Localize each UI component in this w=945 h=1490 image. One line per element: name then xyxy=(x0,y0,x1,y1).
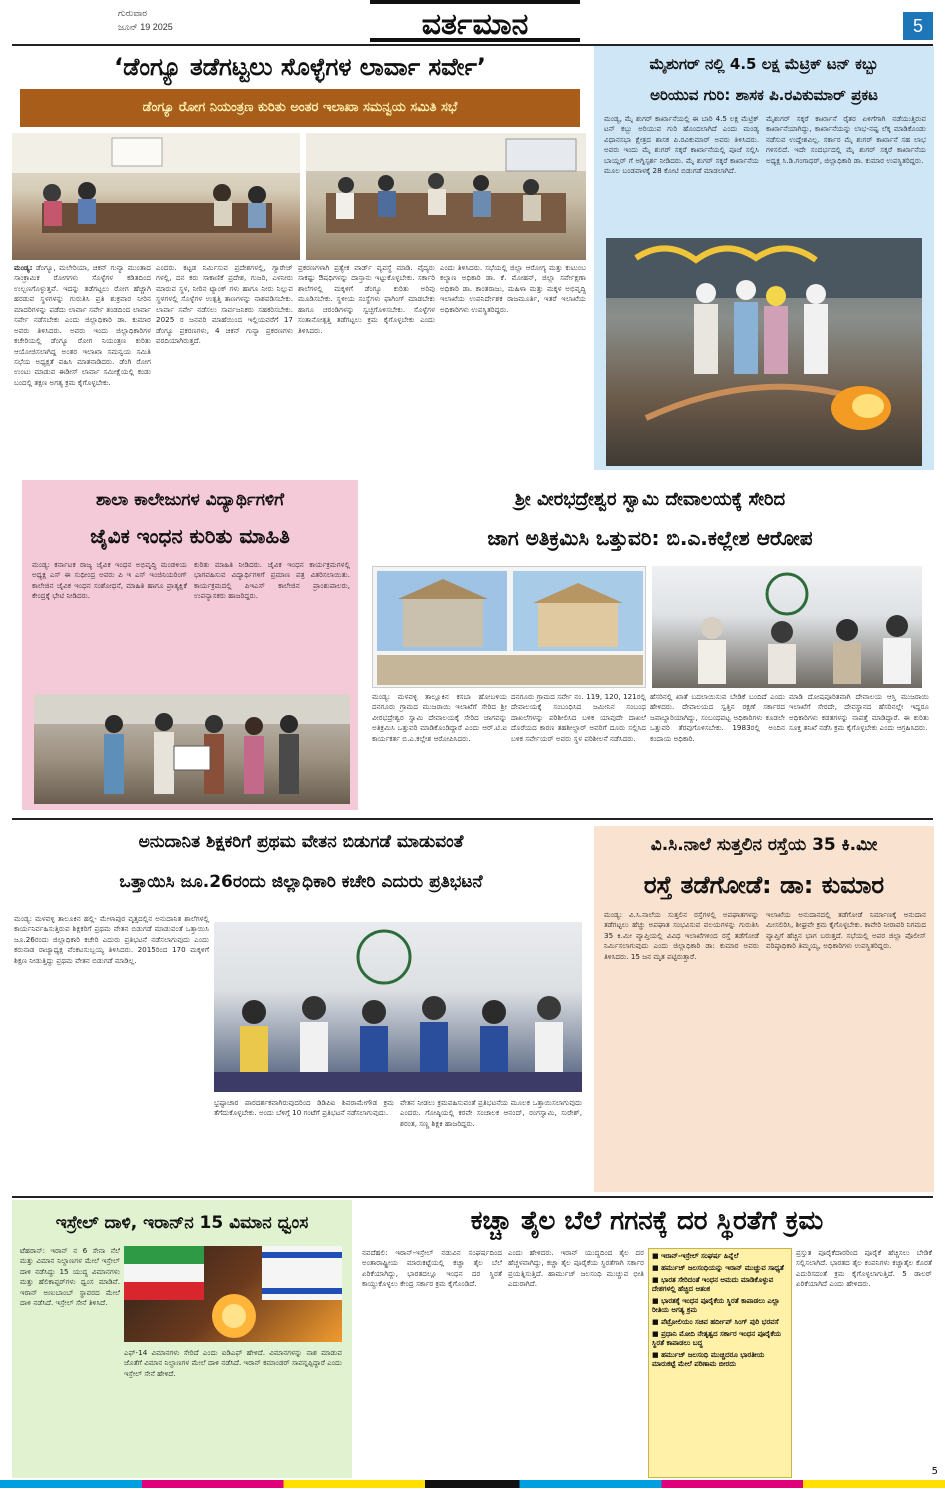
crude-bullet-text: ಪ್ರಧಾನಿ ಮೋದಿ ನೇತೃತ್ವದ ಸರ್ಕಾರ ಇಂಧನ ಪೂರೈಕೆಯ ಸ್ಥಿರತೆ ಕಾಪಾಡಲು ಬದ್ಧ xyxy=(652,1330,782,1347)
crude-bullet-text: ಇರಾನ್-ಇಸ್ರೇಲ್ ಸಂಘರ್ಷ ಹಿನ್ನೆಲೆ xyxy=(661,1252,739,1260)
sugar-col-1: ಮಂಡ್ಯ, ಮೈ ಶುಗರ್ ಕಾರ್ಖಾನೆಯಲ್ಲಿ ಈ ಬಾರಿ 4.5 ಲಕ್ಷ ಮೆಟ್ರಿಕ್ ಟನ್ ಕಬ್ಬು ಅರಿಯುವ ಗುರಿ ಹೊಂದಲಾಗಿದೆ ಎಂದು ಮಂಡ್ಯ ವಿಧಾನಸಭಾ ಕ್ಷೇತ್ರದ ಶಾಸಕ ಪಿ.ರವಿಕುಮಾರ್ ಅವರು ತಿಳಿಸಿದರು. ಅವರು ಇಂದು ಮೈ ಶುಗರ್ ಸಕ್ಕರೆ ಕಾರ್ಖಾನೆಯಲ್ಲಿ ಪೂಜೆ ಸಲ್ಲಿಸಿ ಬಾಯ್ಲರ್ ಗೆ ಅಗ್ನಿಸ್ಪರ್ಶ ನೀಡಿದರು. ಮೈ ಶುಗರ್ ಸಕ್ಕರೆ ಕಾರ್ಖಾನೆಯ ಮೂಲ ಬಂಡವಾಳಕ್ಕೆ 28 ಕೋಟಿ ಬಿಡುಗಡೆ ಮಾಡಲಾಗಿದೆ. xyxy=(604,114,759,176)
mid-rule-2 xyxy=(12,1196,933,1198)
issue-day: ಗುರುವಾರ xyxy=(118,8,148,18)
temple-col-1: ಮಂಡ್ಯ: ಮಳವಳ್ಳಿ ತಾಲ್ಲೂಕಿನ ಕಸಬಾ ಹೋಬಳಿಯ ದನಗೂರು ಗ್ರಾಮದ ಮುಜರಾಯಿ ಇಲಾಖೆಗೆ ಸೇರಿದ ಶ್ರೀ ವೀರಭದ್ರೇಶ್ವರ ಸ್ವಾಮಿ ದೇವಾಲಯಕ್ಕೆ ಸೇರಿದ ಜಾಗವನ್ನು ಅತಿಕ್ರಮಿಸಿ ಒತ್ತುವರಿ ಮಾಡಿಕೊಂಡಿದ್ದಾರೆ ಎಂದು ಆರ್.ಟಿ.ಐ ಕಾರ್ಯಕರ್ತ ಬಿ.ಎ.ಕಲ್ಲೇಶ ಆರೋಪಿಸಿದರು. xyxy=(372,692,507,743)
crude-bullet: ■ ಪೆಟ್ರೋಲಿಯಂ ಸಚಿವ ಹರ್ದೀಪ್ ಸಿಂಗ್ ಪುರಿ ಭರವಸೆ xyxy=(652,1318,779,1326)
mid-rule-1 xyxy=(12,818,933,820)
dengue-photo-2 xyxy=(306,133,586,260)
sugar-col-2: ಮೈಶುಗರ್ ಸಕ್ಕರೆ ಕಾರ್ಖಾನೆ ರೈತರ ಏಳಿಗೆಗಾಗಿ ನಡೆಯುತ್ತಿರುವ ಕಾರ್ಖಾನೆಯಾಗಿದ್ದು, ಕಾರ್ಖಾನೆಯನ್ನು ಲಾಭ-ನಷ್ಟ ಲೆಕ್ಕ ಮಾಡಿಕೊಂಡು ನಡೆಸುವ ಉದ್ದೇಶವಿಲ್ಲ. ಸರ್ಕಾರ ಮೈ ಶುಗರ್ ಕಾರ್ಖಾನೆ ಸಹ ಲಾಭ ಗಳಿಸಲಿದೆ. ಇದೇ ಸಂದರ್ಭದಲ್ಲಿ ಮೈ ಶುಗರ್ ಸಕ್ಕರೆ ಕಾರ್ಖಾನೆಯ ಅಧ್ಯಕ್ಷ ಸಿ.ಡಿ.ಗಂಗಾಧರ್, ಜಿಲ್ಲಾಧಿಕಾರಿ ಡಾ. ಕುಮಾರ ಉಪಸ್ಥಿತರಿದ್ದರು. xyxy=(766,114,926,165)
crude-bullet: ■ ಪ್ರಧಾನಿ ಮೋದಿ ನೇತೃತ್ವದ ಸರ್ಕಾರ ಇಂಧನ ಪೂರೈಕೆಯ ಸ್ಥಿರತೆ ಕಾಪಾಡಲು ಬದ್ಧ xyxy=(652,1330,782,1347)
school-headline-1: ಶಾಲಾ ಕಾಲೇಜುಗಳ ವಿದ್ಯಾರ್ಥಿಗಳಿಗೆ xyxy=(95,490,285,510)
crude-bullet-text: ಭಾರತ ಸೇರಿದಂತೆ ಇಂಧನ ಆಮದು ಮಾಡಿಕೊಳ್ಳುವ ದೇಶಗಳಲ್ಲಿ ಹೆಚ್ಚಿದ ಆತಂಕ xyxy=(652,1276,774,1293)
teachers-headline-2: ಒತ್ತಾಯಿಸಿ ಜೂ.26ರಂದು ಜಿಲ್ಲಾಧಿಕಾರಿ ಕಚೇರಿ ಎದುರು ಪ್ರತಿಭಟನೆ xyxy=(119,872,483,892)
crude-bullet-text: ಪೆಟ್ರೋಲಿಯಂ ಸಚಿವ ಹರ್ದೀಪ್ ಸಿಂಗ್ ಪುರಿ ಭರವಸೆ xyxy=(661,1318,779,1326)
boiler-ceremony-scene xyxy=(606,238,922,466)
paper-title: ವರ್ತಮಾನ xyxy=(370,0,580,42)
temple-headline-2: ಜಾಗ ಅತಿಕ್ರಮಿಸಿ ಒತ್ತುವರಿ: ಬಿ.ಎ.ಕಲ್ಲೇಶ ಆರೋಪ xyxy=(487,526,813,550)
israel-photo xyxy=(124,1246,342,1342)
sugar-headline-2: ಅರಿಯುವ ಗುರಿ: ಶಾಸಕ ಪಿ.ರವಿಕುಮಾರ್ ಪ್ರಕಟ xyxy=(650,86,878,104)
crude-bullet: ■ ಭಾರತಕ್ಕೆ ಇಂಧನ ಪೂರೈಕೆಯ ಸ್ಥಿರತೆ ಕಾಪಾಡಲು ಎಲ್ಲಾ ರೀತಿಯ ಅಗತ್ಯ ಕ್ರಮ xyxy=(652,1297,780,1314)
footer-color-bar xyxy=(0,1480,945,1488)
school-headline-2: ಜೈವಿಕ ಇಂಧನ ಕುರಿತು ಮಾಹಿತಿ xyxy=(90,524,290,548)
israel-box xyxy=(12,1200,352,1478)
dc-road-col-2: ಇಲಾಖೆಯ ಅನುದಾನದಲ್ಲಿ ತಡೆಗೋಡೆ ನಿರ್ಮಾಣಕ್ಕೆ ಅನುದಾನ ಮೀಸಲಿರಿಸಿ, ಶೀಘ್ರವೇ ಕ್ರಮ ಕೈಗೊಳ್ಳಬೇಕು. ಕಾವೇರಿ ನೀರಾವರಿ ನಿಗಮದ ವ್ಯಾಪ್ತಿಗೆ ಹೆಚ್ಚಿನ ಭಾಗ ಬರುತ್ತದೆ. ಸಭೆಯಲ್ಲಿ ಅಪರ ಜಿಲ್ಲಾ ಪೊಲೀಸ್ ವರಿಷ್ಠಾಧಿಕಾರಿ ತಿಮ್ಮಯ್ಯ, ಅಧಿಕಾರಿಗಳು ಉಪಸ್ಥಿತರಿದ್ದರು. xyxy=(766,910,926,951)
dengue-subhead: ಡೆಂಗ್ಯೂ ರೋಗ ನಿಯಂತ್ರಣ ಕುರಿತು ಅಂತರ ಇಲಾಖಾ ಸಮನ್ವಯ ಸಮಿತಿ ಸಭೆ xyxy=(20,89,580,127)
school-photo xyxy=(34,694,350,804)
temple-col-4: ಮಾಡಿ ದೋಷಪೂರಿತವಾಗಿ ದೇವಾಲಯ ಆಸ್ತಿ ಮುಜರಾಯಿ ಇಲಾಖೆಗೆ ಸೇರದೇ, ದೇವಸ್ಥಾನದ ಹೆಸರಿನಲ್ಲೇ ಇದ್ದರೂ ಅಧಿಕಾರಿಗಳು ಕಡತಗಳನ್ನು ನಾಪತ್ತೆ ಮಾಡಿದ್ದಾರೆ. ಈ ಕುರಿತು ಸೂಕ್ತ ತನಿಖೆ ನಡೆಸಿ ಕ್ರಮ ಕೈಗೊಳ್ಳಬೇಕು ಎಂದು ಆಗ್ರಹಿಸಿದರು. xyxy=(789,692,929,733)
dc-road-box xyxy=(594,826,934,1192)
sugar-box xyxy=(594,46,934,470)
temple-col-3: ಹೆಸರಿನಲ್ಲಿ ಖಾತೆ ಬದಲಾಯಿಸುವ ಬೇಡಿಕೆ ಬಂದಿದೆ ಎಂದು ಹೇಳಿದರು. ದೇವಾಲಯದ ಸ್ವತ್ತಿನ ರಕ್ಷಣೆ ಸರ್ಕಾರದ ಜವಾಬ್ದಾರಿಯಾಗಿದ್ದು, ಸಂಬಂಧಪಟ್ಟ ಅಧಿಕಾರಿಗಳು ಕೂಡಲೇ ಒತ್ತುವರಿ ತೆರವುಗೊಳಿಸಬೇಕು. 1983ರಲ್ಲಿ ಅಂದಿನ ಕಂದಾಯ ಅಧಿಕಾರಿ. xyxy=(650,692,785,743)
footer-page-number: 5 xyxy=(931,1466,938,1477)
dengue-headline: ‘ಡೆಂಗ್ಯೂ ತಡೆಗಟ್ಟಲು ಸೊಳ್ಳೆಗಳ ಲಾರ್ವಾ ಸರ್ವೇ’ xyxy=(113,53,486,81)
protest-press-scene xyxy=(214,922,582,1092)
temple-headline-1: ಶ್ರೀ ವೀರಭದ್ರೇಶ್ವರ ಸ್ವಾಮಿ ದೇವಾಲಯಕ್ಕೆ ಸೇರಿದ xyxy=(514,489,786,510)
israel-col-1: ಟೆಹರಾನ್: ಇರಾನ್ ನ 6 ಸೇನಾ ನೆಲೆ ಮತ್ತು ವಿಮಾನ ನಿಲ್ದಾಣಗಳ ಮೇಲೆ ಇಸ್ರೇಲ್ ದಾಳಿ ನಡೆಸಿದ್ದು 15 ಯುದ್ಧ ವಿಮಾನಗಳು ಮತ್ತು ಹೆಲಿಕಾಪ್ಟರ್‌ಗಳು ಧ್ವಂಸ ಮಾಡಿವೆ. ಇರಾನ್ ಅಣುಬಾಂಬ್ ಸ್ಥಾವರದ ಮೇಲೆ ದಾಳಿ ನಡೆಸಿದೆ. ಇಸ್ರೇಲ್ ಸೇನೆ ತಿಳಿಸಿದೆ. xyxy=(20,1246,120,1308)
crude-bullet-text: ಹರ್ಮುಜ್ ಜಲಸಂಧಿ ಮುಚ್ಚಿದರೂ ಭಾರತೀಯ ಮಾರುಕಟ್ಟೆ ಮೇಲೆ ಪರಿಣಾಮ ಬೀರದು xyxy=(652,1351,765,1368)
dengue-col-1 xyxy=(14,263,151,463)
flags-explosion-scene xyxy=(124,1246,342,1342)
crude-bullets-box xyxy=(648,1248,792,1478)
certificate-scene xyxy=(34,694,350,804)
teachers-photo xyxy=(214,922,582,1092)
teachers-headline-1: ಅನುದಾನಿತ ಶಿಕ್ಷಕರಿಗೆ ಪ್ರಥಮ ವೇತನ ಬಿಡುಗಡೆ ಮಾಡುವಂತೆ xyxy=(138,832,464,852)
dc-road-headline-2: ರಸ್ತೆ ತಡೆಗೋಡೆ: ಡಾ: ಕುಮಾರ xyxy=(643,871,885,899)
dengue-col-4: ಎಂದು ತಿಳಿಸಿದರು. ಸಭೆಯಲ್ಲಿ ಜಿಲ್ಲಾ ಆರೋಗ್ಯ ಮತ್ತು ಕುಟುಂಬ ಕಲ್ಯಾಣ ಅಧಿಕಾರಿ ಡಾ. ಕೆ. ಮೋಹನ್, ಜಿಲ್ಲಾ ಸರ್ವೇಕ್ಷಣಾ ಅಧಿಕಾರಿ ಡಾ. ಕಾಂತರಾಜು, ಮಹಿಳಾ ಮತ್ತು ಮಕ್ಕಳ ಅಭಿವೃದ್ಧಿ ಇಲಾಖೆಯ ಉಪನಿರ್ದೇಶಕ ರಾಜಮೂರ್ತಿ, ಇತರೆ ಇಲಾಖೆಯ ಅಧಿಕಾರಿಗಳು ಉಪಸ್ಥಿತರಿದ್ದರು. xyxy=(440,263,586,314)
crude-bullet-text: ಹರ್ಮುಜ್ ಜಲಸಂಧಿಯನ್ನು ಇರಾನ್ ಮುಚ್ಚುವ ಸಾಧ್ಯತೆ xyxy=(661,1264,784,1272)
temple-col-2: ದನಗೂರು ಗ್ರಾಮದ ಸರ್ವೇ ನಂ. 119, 120, 121ರಲ್ಲಿ ದೇವಾಲಯಕ್ಕೆ ಸಂಬಂಧಿಸಿದ ಜಮೀನಿನ ಸಂಬಂಧ ದಾಖಲೆಗಳನ್ನು ಪರಿಶೀಲಿಸಿದ ಬಳಿಕ ಯಾವುದೇ ದಾಖಲೆ ದೊರೆಯದ ಕಾರಣ ತಹಶೀಲ್ದಾರ್ ಅವರಿಗೆ ದೂರು ಸಲ್ಲಿಸಿದ ಬಳಿಕ ಸರ್ವೇಯರ್ ಅವರು ಸ್ಥಳ ಪರಿಶೀಲನೆ ನಡೆಸಿದರು. xyxy=(511,692,646,743)
sugar-headline-1: ಮೈಶುಗರ್ ನಲ್ಲಿ 4.5 ಲಕ್ಷ ಮೆಟ್ರಿಕ್ ಟನ್ ಕಬ್ಬು xyxy=(649,55,879,73)
dengue-col-3: ಪ್ರಕರಣಗಳಾಗಿ ಪ್ರತ್ಯೇಕ ವಾರ್ಡ್ ವ್ಯವಸ್ಥೆ ಮಾಡಿ. ವೈದ್ಯರು ಸಾಕಷ್ಟು ಔಷಧಿಗಳನ್ನು ದಾಸ್ತಾನು ಇಟ್ಟುಕೊಳ್ಳಬೇಕು. ಸರ್ಕಾರಿ ಶಾಲೆಗಳಲ್ಲಿ ಮಕ್ಕಳಿಗೆ ಡೆಂಗ್ಯೂ ಕುರಿತು ಅರಿವು ಮೂಡಿಸಬೇಕು. ಸ್ಥಳೀಯ ಸಂಸ್ಥೆಗಳು ಫಾಗಿಂಗ್ ಮಾಡಬೇಕು ಹಾಗೂ ಚರಂಡಿಗಳನ್ನು ಸ್ವಚ್ಛಗೊಳಿಸಬೇಕು. ಸೊಳ್ಳೆಗಳ ಸಂತಾನೋತ್ಪತ್ತಿ ತಡೆಗಟ್ಟಲು ಕ್ರಮ ಕೈಗೊಳ್ಳಬೇಕು ಎಂದು ತಿಳಿಸಿದರು. xyxy=(298,263,435,335)
crude-bullet-text: ಭಾರತಕ್ಕೆ ಇಂಧನ ಪೂರೈಕೆಯ ಸ್ಥಿರತೆ ಕಾಪಾಡಲು ಎಲ್ಲಾ ರೀತಿಯ ಅಗತ್ಯ ಕ್ರಮ xyxy=(652,1297,780,1314)
school-col-2: ಕುರಿತು ಮಾಹಿತಿ ನೀಡಿದರು. ಜೈವಿಕ ಇಂಧನ ಕಾರ್ಯಕ್ರಮಗಳಲ್ಲಿ ಭಾಗವಹಿಸುವ ವಿದ್ಯಾರ್ಥಿಗಳಿಗೆ ಪ್ರಮಾಣ ಪತ್ರ ವಿತರಿಸಲಾಯಿತು. ಕಾರ್ಯಕ್ರಮದಲ್ಲಿ ಪಿಇಎಸ್ ಕಾಲೇಜಿನ ಪ್ರಾಂಶುಪಾಲರು, ಉಪನ್ಯಾಸಕರು ಹಾಜರಿದ್ದರು. xyxy=(194,560,350,601)
dc-road-headline-1: ವಿ.ಸಿ.ನಾಲೆ ಸುತ್ತಲಿನ ರಸ್ತೆಯ 35 ಕಿ.ಮೀ xyxy=(650,835,878,855)
dengue-col-2: ಎಂದರು. ಕಟ್ಟಡ ನಿರ್ಮಿಸುವ ಪ್ರದೇಶಗಳಲ್ಲಿ, ಗ್ಯಾರೇಜ್ ಗಳಲ್ಲಿ, ದನ ಕರು ಸಾಕಾಣಿಕೆ ಪ್ರದೇಶ, ಗುಜರಿ, ಎಳನೀರು ಮಾರುವ ಸ್ಥಳ, ನೀರಿನ ಟ್ಯಾಂಕ್ ಗಳು ಹಾಗೂ ನೀರು ನಿಲ್ಲುವ ಸ್ಥಳಗಳಲ್ಲಿ ಸೊಳ್ಳೆಗಳ ಉತ್ಪತ್ತಿ ತಾಣಗಳನ್ನು ನಾಶಪಡಿಸಬೇಕು. ಲಾರ್ವಾ ಸರ್ವೇ ನಡೆಸಲು ಸಾರ್ವಜನಿಕರು ಸಹಕರಿಸಬೇಕು. 2025 ರ ಜನವರಿ ಮಾಹೆಯಿಂದ ಇಲ್ಲಿಯವರೆಗೆ 17 ಡೆಂಗ್ಯೂ ಪ್ರಕರಣಗಳು, 4 ಚಿಕನ್ ಗುನ್ಯಾ ಪ್ರಕರಣಗಳು ವರದಿಯಾಗಿರುತ್ತದೆ. xyxy=(156,263,293,346)
dc-road-col-1: ಮಂಡ್ಯ: ವಿ.ಸಿ.ನಾಲೆಯ ಸುತ್ತಲಿನ ರಸ್ತೆಗಳಲ್ಲಿ ಅಪಘಾತಗಳನ್ನು ತಡೆಗಟ್ಟಲು ಹೆಚ್ಚು ಅಪಘಾತ ಸಂಭವಿಸುವ ವಲಯಗಳನ್ನು ಗುರುತಿಸಿ 35 ಕಿ.ಮೀ ವ್ಯಾಪ್ತಿಯಲ್ಲಿ ವಿವಿಧ ಇಲಾಖೆಗಳಿಂದ ರಸ್ತೆ ತಡೆಗೋಡೆ ನಿರ್ಮಿಸಲಾಗುವುದು ಎಂದು ಜಿಲ್ಲಾಧಿಕಾರಿ ಡಾ: ಕುಮಾರ ಅವರು ತಿಳಿಸಿದರು. 15 ಜನ ಮೃತ ಪಟ್ಟಿರುತ್ತಾರೆ. xyxy=(604,910,759,961)
teachers-col-3: ವೇತನ ನೀಡಲು ಕ್ರಮವಹಿಸುವಂತೆ ಪ್ರತಿಭಟನೆಯ ಮೂಲಕ ಒತ್ತಾಯಿಸಲಾಗುವುದು ಎಂದರು. ಗೋಷ್ಠಿಯಲ್ಲಿ ಕರವೇ ಸಂಚಾಲಕ ಆನಂದ್, ರಂಗಸ್ವಾಮಿ, ಸುರೇಶ್, ಶರಂತ, ಸಣ್ಣ ಶಿಕ್ಷಕಿ ಹಾಜರಿದ್ದರು. xyxy=(400,1098,582,1128)
temple-photo-1 xyxy=(372,566,646,688)
crude-col-1: ನವದೆಹಲಿ: ಇರಾನ್-ಇಸ್ರೇಲ್ ನಡುವಿನ ಸಂಘರ್ಷದಿಂದ ಅಂತಾರಾಷ್ಟ್ರೀಯ ಮಾರುಕಟ್ಟೆಯಲ್ಲಿ ಕಚ್ಚಾ ತೈಲ ಬೆಲೆ ಏರಿಕೆಯಾಗಿದ್ದು, ಭಾರತದಲ್ಲೂ ಇಂಧನ ದರ ಸ್ಥಿರತೆ ಕಾಯ್ದುಕೊಳ್ಳಲು ಕೇಂದ್ರ ಸರ್ಕಾರ ಕ್ರಮ ಕೈಗೊಂಡಿದೆ. xyxy=(362,1248,502,1289)
temple-collage xyxy=(373,567,646,688)
crude-col-3: ಪ್ರಸ್ತುತ ಪೂರೈಕೆದಾರರಿಂದ ಪೂರೈಕೆ ಹೆಚ್ಚಿಸಲು ಬೇಡಿಕೆ ಸಲ್ಲಿಸಲಾಗಿದೆ. ಭಾರತದ ತೈಲ ಕಂಪನಿಗಳು ಕಚ್ಚಾತೈಲ ಕೊರತೆ ಎದುರಿಸದಂತೆ ಕ್ರಮ ಕೈಗೊಳ್ಳಲಾಗುತ್ತಿದೆ. 5 ಡಾಲರ್ ಏರಿಕೆಯಾಗಿದೆ ಎಂದು ಹೇಳಿದರು. xyxy=(796,1248,932,1289)
israel-headline: ಇಸ್ರೇಲ್ ದಾಳಿ, ಇರಾನ್‌ನ 15 ವಿಮಾನ ಧ್ವಂಸ xyxy=(55,1213,309,1233)
issue-date: ಜೂನ್ 19 2025 xyxy=(118,22,173,32)
dengue-photo-1 xyxy=(12,133,300,260)
school-box xyxy=(22,480,358,810)
sugar-photo xyxy=(606,238,922,466)
meeting-scene-2 xyxy=(306,133,586,260)
dengue-dateline: ಮಂಡ್ಯ: xyxy=(14,263,33,272)
school-col-1: ಮಂಡ್ಯ: ಕರ್ನಾಟಕ ರಾಜ್ಯ ಜೈವಿಕ ಇಂಧನ ಅಭಿವೃದ್ಧಿ ಮಂಡಳಿಯ ಅಧ್ಯಕ್ಷ ಎಸ್ ಈ ಸುಧೀಂದ್ರ ಅವರು ಪಿ ಇ ಎಸ್ ಇಂಜಿನಿಯರಿಂಗ್ ಕಾಲೇಜಿನ ಜೈವಿಕ ಇಂಧನ ಸಂಶೋಧನೆ, ಮಾಹಿತಿ ಹಾಗೂ ಪ್ರಾತ್ಯಕ್ಷಿಕೆ ಕೇಂದ್ರಕ್ಕೆ ಭೇಟಿ ನೀಡಿದರು. xyxy=(32,560,187,601)
crude-bullet: ■ ಇರಾನ್-ಇಸ್ರೇಲ್ ಸಂಘರ್ಷ ಹಿನ್ನೆಲೆ xyxy=(652,1252,739,1260)
teachers-col-1: ಮಂಡ್ಯ: ಮಳವಳ್ಳಿ ತಾಲೂಕಿನ ಹಲ್ಲಿ- ಮೇಳಾಪುರ ವೃತ್ತದಲ್ಲಿನ ಅನುದಾನಿತ ಶಾಲೆಗಳಲ್ಲಿ ಕಾರ್ಯನಿರ್ವಹಿಸುತ್ತಿರುವ ಶಿಕ್ಷಕರಿಗೆ ಪ್ರಥಮ ವೇತನ ಬಿಡುಗಡೆ ಮಾಡುವಂತೆ ಒತ್ತಾಯಿಸಿ ಜೂ.26ರಂದು ಜಿಲ್ಲಾಧಿಕಾರಿ ಕಚೇರಿ ಎದುರು ಪ್ರತಿಭಟನೆ ನಡೆಸಲಾಗುವುದು ಎಂದು ಕರುನಾಡ ರಾಜ್ಯಾಧ್ಯಕ್ಷ ವೆಂಕಟಸುಬ್ಬಯ್ಯ ತಿಳಿಸಿದರು. 2015ರಿಂದ 170 ಮಕ್ಕಳಿಗೆ ಶಿಕ್ಷಣ ನೀಡುತ್ತಿದ್ದು ಪ್ರಥಮ ವೇತನ ಬಿಡುಗಡೆ ಮಾಡಿಲ್ಲ. xyxy=(14,914,209,965)
crude-col-2: ಎಂದು ಹೇಳಿದರು. ಇರಾನ್ ಯುದ್ಧದಿಂದ ತೈಲ ದರ ಹೆಚ್ಚಳವಾಗಿದ್ದು, ಕಚ್ಚಾ ತೈಲ ಪೂರೈಕೆಯ ಸ್ಥಿರತೆಗಾಗಿ ಸರ್ಕಾರ ಪ್ರಯತ್ನಿಸುತ್ತಿದೆ. ಹಾರ್ಮುಜ್ ಜಲಸಂಧಿ ಮುಚ್ಚುವ ಭೀತಿ ಎದುರಾಗಿದೆ. xyxy=(508,1248,644,1289)
crude-bullet: ■ ಭಾರತ ಸೇರಿದಂತೆ ಇಂಧನ ಆಮದು ಮಾಡಿಕೊಳ್ಳುವ ದೇಶಗಳಲ್ಲಿ ಹೆಚ್ಚಿದ ಆತಂಕ xyxy=(652,1276,774,1293)
crude-bullet: ■ ಹರ್ಮುಜ್ ಜಲಸಂಧಿ ಮುಚ್ಚಿದರೂ ಭಾರತೀಯ ಮಾರುಕಟ್ಟೆ ಮೇಲೆ ಪರಿಣಾಮ ಬೀರದು xyxy=(652,1351,765,1368)
page-number: 5 xyxy=(903,12,933,40)
dengue-col-1-text: ಡೆಂಗ್ಯೂ, ಮಲೇರಿಯಾ, ಚಿಕನ್ ಗುನ್ಯಾ ಮುಂತಾದ ಸಾಂಕ್ರಾಮಿಕ ರೋಗಗಳು ಸೊಳ್ಳೆಗಳ ಕಡಿತದಿಂದ ಉಲ್ಬಣಗೊಳ್ಳುತ್ತವೆ. ಇದನ್ನು ತಡೆಗಟ್ಟಲು ರೋಗ ಹೆಚ್ಚಾಗಿ ಹರಡುವ ಸ್ಥಳಗಳನ್ನು ಗುರುತಿಸಿ ಪ್ರತಿ ಶುಕ್ರವಾರ ನೀರಿನ ಮಾದರಿಗಳನ್ನು ಪಡೆದು ಲಾರ್ವಾ ಸರ್ವೇ ತಂಡದಿಂದ ಲಾರ್ವಾ ಸರ್ವೇ ನಡೆಸಬೇಕು ಎಂದು ಜಿಲ್ಲಾಧಿಕಾರಿ ಡಾ. ಕುಮಾರ ಅವರು ತಿಳಿಸಿದರು. ಅವರು ಇಂದು ಜಿಲ್ಲಾಧಿಕಾರಿಗಳ ಕಚೇರಿಯಲ್ಲಿ ಡೆಂಗ್ಯೂ ರೋಗ ನಿಯಂತ್ರಣ ಕುರಿತು ಆಯೋಜಿಸಲಾಗಿದ್ದ ಅಂತರ ಇಲಾಖಾ ಸಮನ್ವಯ ಸಮಿತಿ ಸಭೆಯ ಅಧ್ಯಕ್ಷತೆ ವಹಿಸಿ ಮಾತನಾಡಿದರು. ಡೆಂಗಿ ರೋಗ ಉಂಟು ಮಾಡುವ ಈಡೀಸ್ ಲಾರ್ವಾ ಸಮೀಕ್ಷೆಯಲ್ಲಿ ಕಂಡು ಬಂದಲ್ಲಿ ತಕ್ಷಣ ಅಗತ್ಯ ಕ್ರಮ ಕೈಗೊಳ್ಳಬೇಕು. xyxy=(14,263,151,387)
masthead xyxy=(0,0,945,44)
crude-headline: ಕಚ್ಚಾ ತೈಲ ಬೆಲೆ ಗಗನಕ್ಕೆ ದರ ಸ್ಥಿರತೆಗೆ ಕ್ರಮ xyxy=(470,1206,824,1236)
press-meet-scene-1 xyxy=(652,566,922,688)
israel-col-2: ಎಫ್-14 ವಿಮಾನಗಳು ಸೇರಿದೆ ಎಂದು ಐಡಿಎಫ್ ಹೇಳಿದೆ. ವಿಮಾನಗಳನ್ನು ನಾಶ ಮಾಡುವ ಜೊತೆಗೆ ವಿಮಾನ ನಿಲ್ದಾಣಗಳ ಮೇಲೆ ದಾಳಿ ನಡೆಸಿದೆ. ಇರಾನ್ ಕಮಾಂಡರ್ ಸಾವನ್ನಪ್ಪಿದ್ದಾರೆ ಎಂದು ಇಸ್ರೇಲ್ ಸೇನೆ ಹೇಳಿದೆ. xyxy=(124,1348,342,1378)
teachers-col-2: ಭ್ರಷ್ಟಾಚಾರ ಪಾರದರ್ಶಕವಾಗಿರುವುದರಿಂದ ಡಿಡಿಪಿಐ ಶಿವರಾಮೇಗೌಡ ಕ್ರಮ ತೆಗೆದುಕೊಳ್ಳಬೇಕು. ಅಂದು ಬೆಳಿಗ್ಗೆ 10 ಗಂಟೆಗೆ ಪ್ರತಿಭಟನೆ ನಡೆಸಲಾಗುವುದು. xyxy=(214,1098,394,1118)
meeting-scene-1 xyxy=(12,133,300,260)
temple-photo-2 xyxy=(652,566,922,688)
crude-bullet: ■ ಹರ್ಮುಜ್ ಜಲಸಂಧಿಯನ್ನು ಇರಾನ್ ಮುಚ್ಚುವ ಸಾಧ್ಯತೆ xyxy=(652,1264,784,1272)
